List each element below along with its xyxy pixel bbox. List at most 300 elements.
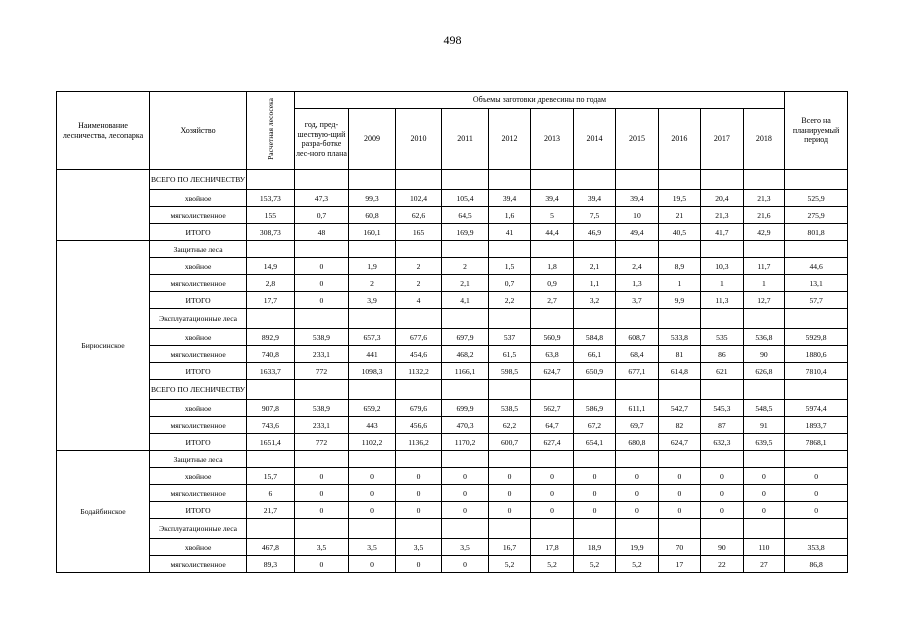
header-year: 2015 bbox=[616, 109, 658, 170]
value-cell: 9,9 bbox=[658, 292, 700, 309]
value-cell bbox=[573, 519, 615, 539]
value-cell: 697,9 bbox=[442, 329, 489, 346]
value-cell: 2 bbox=[349, 275, 396, 292]
farm-label-cell: Защитные леса bbox=[150, 451, 247, 468]
value-cell bbox=[294, 451, 349, 468]
value-cell: 679,6 bbox=[395, 400, 442, 417]
value-cell: 40,5 bbox=[658, 224, 700, 241]
value-cell: 2,7 bbox=[531, 292, 573, 309]
value-cell: 17 bbox=[658, 556, 700, 573]
value-cell: 657,3 bbox=[349, 329, 396, 346]
value-cell: 4 bbox=[395, 292, 442, 309]
value-cell: 1 bbox=[743, 275, 785, 292]
value-cell bbox=[442, 309, 489, 329]
value-cell: 63,8 bbox=[531, 346, 573, 363]
value-cell: 0 bbox=[658, 502, 700, 519]
table-row bbox=[57, 190, 848, 207]
value-cell: 89,3 bbox=[247, 556, 295, 573]
value-cell: 639,5 bbox=[743, 434, 785, 451]
value-cell: 0 bbox=[658, 485, 700, 502]
value-cell: 90 bbox=[743, 346, 785, 363]
value-cell: 1880,6 bbox=[785, 346, 848, 363]
header-total: Всего на планируемый период bbox=[785, 92, 848, 170]
farm-label-cell: хвойное bbox=[150, 539, 247, 556]
value-cell bbox=[531, 309, 573, 329]
value-cell: 0 bbox=[743, 468, 785, 485]
header-farm: Хозяйство bbox=[150, 92, 247, 170]
value-cell: 5 bbox=[531, 207, 573, 224]
value-cell: 1,5 bbox=[488, 258, 530, 275]
value-cell: 60,8 bbox=[349, 207, 396, 224]
header-year: 2010 bbox=[395, 109, 442, 170]
header-year: 2017 bbox=[701, 109, 743, 170]
value-cell: 110 bbox=[743, 539, 785, 556]
header-forestry: Наименование лесничества, лесопарка bbox=[57, 92, 150, 170]
value-cell bbox=[743, 451, 785, 468]
value-cell: 624,7 bbox=[531, 363, 573, 380]
farm-label-cell: хвойное bbox=[150, 190, 247, 207]
value-cell: 68,4 bbox=[616, 346, 658, 363]
value-cell bbox=[349, 241, 396, 258]
value-cell: 0 bbox=[294, 502, 349, 519]
value-cell: 0 bbox=[531, 502, 573, 519]
value-cell: 0 bbox=[395, 485, 442, 502]
value-cell: 1,8 bbox=[531, 258, 573, 275]
value-cell: 61,5 bbox=[488, 346, 530, 363]
value-cell: 39,4 bbox=[573, 190, 615, 207]
farm-label-cell: ВСЕГО ПО ЛЕСНИЧЕСТВУ bbox=[150, 170, 247, 190]
value-cell bbox=[701, 451, 743, 468]
value-cell: 11,7 bbox=[743, 258, 785, 275]
value-cell: 153,73 bbox=[247, 190, 295, 207]
value-cell: 22 bbox=[701, 556, 743, 573]
value-cell: 2,1 bbox=[573, 258, 615, 275]
header-prev-year: год, пред-шествую-щий разра-ботке лес-ного плана bbox=[294, 109, 349, 170]
value-cell: 4,1 bbox=[442, 292, 489, 309]
value-cell: 772 bbox=[294, 434, 349, 451]
table-row bbox=[57, 207, 848, 224]
farm-label-cell: Эксплуатационные леса bbox=[150, 519, 247, 539]
value-cell bbox=[573, 170, 615, 190]
value-cell: 18,9 bbox=[573, 539, 615, 556]
value-cell: 165 bbox=[395, 224, 442, 241]
value-cell: 536,8 bbox=[743, 329, 785, 346]
value-cell bbox=[743, 241, 785, 258]
value-cell: 81 bbox=[658, 346, 700, 363]
value-cell: 621 bbox=[701, 363, 743, 380]
farm-label-cell: ИТОГО bbox=[150, 292, 247, 309]
value-cell bbox=[616, 451, 658, 468]
value-cell bbox=[785, 309, 848, 329]
value-cell: 2,1 bbox=[442, 275, 489, 292]
value-cell: 525,9 bbox=[785, 190, 848, 207]
table-row bbox=[57, 241, 848, 258]
farm-label-cell: мягколиственное bbox=[150, 556, 247, 573]
table-row bbox=[57, 346, 848, 363]
table-row bbox=[57, 434, 848, 451]
value-cell: 42,9 bbox=[743, 224, 785, 241]
value-cell: 160,1 bbox=[349, 224, 396, 241]
farm-label-cell: ИТОГО bbox=[150, 363, 247, 380]
forestry-name-cell bbox=[57, 170, 150, 241]
value-cell: 533,8 bbox=[658, 329, 700, 346]
table-row bbox=[57, 502, 848, 519]
value-cell: 0 bbox=[488, 468, 530, 485]
farm-label-cell: хвойное bbox=[150, 400, 247, 417]
farm-label-cell: ВСЕГО ПО ЛЕСНИЧЕСТВУ bbox=[150, 380, 247, 400]
value-cell: 21 bbox=[658, 207, 700, 224]
value-cell: 0,7 bbox=[488, 275, 530, 292]
value-cell bbox=[349, 380, 396, 400]
value-cell: 20,4 bbox=[701, 190, 743, 207]
value-cell: 21,7 bbox=[247, 502, 295, 519]
value-cell: 1,1 bbox=[573, 275, 615, 292]
value-cell: 3,5 bbox=[395, 539, 442, 556]
value-cell bbox=[488, 241, 530, 258]
value-cell: 892,9 bbox=[247, 329, 295, 346]
value-cell: 5,2 bbox=[531, 556, 573, 573]
value-cell: 169,9 bbox=[442, 224, 489, 241]
value-cell: 0 bbox=[395, 468, 442, 485]
value-cell: 0 bbox=[488, 485, 530, 502]
value-cell: 57,7 bbox=[785, 292, 848, 309]
value-cell bbox=[701, 241, 743, 258]
value-cell: 353,8 bbox=[785, 539, 848, 556]
value-cell: 454,6 bbox=[395, 346, 442, 363]
value-cell bbox=[573, 380, 615, 400]
value-cell: 86 bbox=[701, 346, 743, 363]
value-cell: 5,2 bbox=[488, 556, 530, 573]
farm-label-cell: ИТОГО bbox=[150, 434, 247, 451]
value-cell: 0 bbox=[701, 502, 743, 519]
value-cell: 0,7 bbox=[294, 207, 349, 224]
value-cell: 537 bbox=[488, 329, 530, 346]
value-cell: 0 bbox=[573, 485, 615, 502]
value-cell bbox=[531, 241, 573, 258]
value-cell: 7810,4 bbox=[785, 363, 848, 380]
value-cell: 2,8 bbox=[247, 275, 295, 292]
value-cell: 538,9 bbox=[294, 400, 349, 417]
value-cell: 907,8 bbox=[247, 400, 295, 417]
value-cell: 0 bbox=[531, 485, 573, 502]
header-year: 2016 bbox=[658, 109, 700, 170]
value-cell: 17,7 bbox=[247, 292, 295, 309]
value-cell: 0 bbox=[573, 468, 615, 485]
value-cell: 1102,2 bbox=[349, 434, 396, 451]
value-cell: 21,3 bbox=[701, 207, 743, 224]
table-row bbox=[57, 485, 848, 502]
value-cell: 91 bbox=[743, 417, 785, 434]
value-cell bbox=[247, 380, 295, 400]
value-cell: 86,8 bbox=[785, 556, 848, 573]
value-cell: 5929,8 bbox=[785, 329, 848, 346]
value-cell bbox=[743, 309, 785, 329]
value-cell: 2,2 bbox=[488, 292, 530, 309]
value-cell: 0 bbox=[488, 502, 530, 519]
value-cell bbox=[247, 170, 295, 190]
value-cell bbox=[247, 451, 295, 468]
value-cell bbox=[573, 241, 615, 258]
value-cell: 598,5 bbox=[488, 363, 530, 380]
farm-label-cell: мягколиственное bbox=[150, 485, 247, 502]
value-cell: 627,4 bbox=[531, 434, 573, 451]
header-volumes: Объемы заготовки древесины по годам bbox=[294, 92, 785, 109]
header-cut-text: Расчетная лесосека bbox=[265, 98, 275, 161]
value-cell: 12,7 bbox=[743, 292, 785, 309]
value-cell bbox=[785, 451, 848, 468]
value-cell: 3,2 bbox=[573, 292, 615, 309]
table-row bbox=[57, 451, 848, 468]
value-cell: 64,5 bbox=[442, 207, 489, 224]
value-cell bbox=[442, 519, 489, 539]
value-cell bbox=[349, 451, 396, 468]
value-cell: 233,1 bbox=[294, 346, 349, 363]
value-cell bbox=[785, 380, 848, 400]
value-cell: 743,6 bbox=[247, 417, 295, 434]
value-cell: 0 bbox=[294, 258, 349, 275]
value-cell: 548,5 bbox=[743, 400, 785, 417]
value-cell bbox=[658, 309, 700, 329]
value-cell: 19,5 bbox=[658, 190, 700, 207]
value-cell: 584,8 bbox=[573, 329, 615, 346]
value-cell: 19,9 bbox=[616, 539, 658, 556]
value-cell: 82 bbox=[658, 417, 700, 434]
value-cell: 16,7 bbox=[488, 539, 530, 556]
value-cell: 21,6 bbox=[743, 207, 785, 224]
value-cell: 0 bbox=[743, 502, 785, 519]
value-cell bbox=[616, 380, 658, 400]
value-cell: 0 bbox=[785, 468, 848, 485]
value-cell bbox=[531, 519, 573, 539]
value-cell bbox=[488, 451, 530, 468]
table-row bbox=[57, 170, 848, 190]
value-cell: 0 bbox=[573, 502, 615, 519]
value-cell bbox=[743, 380, 785, 400]
value-cell bbox=[395, 380, 442, 400]
value-cell: 1098,3 bbox=[349, 363, 396, 380]
value-cell: 47,3 bbox=[294, 190, 349, 207]
value-cell bbox=[442, 170, 489, 190]
table-row bbox=[57, 400, 848, 417]
value-cell bbox=[395, 309, 442, 329]
value-cell: 90 bbox=[701, 539, 743, 556]
value-cell: 0 bbox=[616, 468, 658, 485]
value-cell: 600,7 bbox=[488, 434, 530, 451]
value-cell: 608,7 bbox=[616, 329, 658, 346]
value-cell bbox=[573, 309, 615, 329]
value-cell: 102,4 bbox=[395, 190, 442, 207]
table-row bbox=[57, 468, 848, 485]
value-cell bbox=[616, 309, 658, 329]
value-cell: 41,7 bbox=[701, 224, 743, 241]
value-cell: 801,8 bbox=[785, 224, 848, 241]
value-cell bbox=[785, 170, 848, 190]
farm-label-cell: хвойное bbox=[150, 468, 247, 485]
value-cell bbox=[349, 519, 396, 539]
value-cell: 468,2 bbox=[442, 346, 489, 363]
value-cell: 64,7 bbox=[531, 417, 573, 434]
value-cell: 538,9 bbox=[294, 329, 349, 346]
value-cell bbox=[531, 451, 573, 468]
value-cell: 48 bbox=[294, 224, 349, 241]
value-cell bbox=[573, 451, 615, 468]
table-row bbox=[57, 224, 848, 241]
value-cell: 39,4 bbox=[531, 190, 573, 207]
table-row bbox=[57, 292, 848, 309]
value-cell: 545,3 bbox=[701, 400, 743, 417]
value-cell bbox=[294, 309, 349, 329]
value-cell: 3,7 bbox=[616, 292, 658, 309]
farm-label-cell: мягколиственное bbox=[150, 275, 247, 292]
value-cell bbox=[395, 241, 442, 258]
value-cell: 1,6 bbox=[488, 207, 530, 224]
value-cell: 1633,7 bbox=[247, 363, 295, 380]
value-cell: 0 bbox=[442, 485, 489, 502]
value-cell: 0 bbox=[743, 485, 785, 502]
farm-label-cell: хвойное bbox=[150, 329, 247, 346]
value-cell bbox=[743, 170, 785, 190]
value-cell: 3,5 bbox=[349, 539, 396, 556]
header-year: 2009 bbox=[349, 109, 396, 170]
value-cell: 0 bbox=[294, 292, 349, 309]
table-row bbox=[57, 309, 848, 329]
value-cell: 470,3 bbox=[442, 417, 489, 434]
value-cell: 0 bbox=[785, 502, 848, 519]
value-cell: 8,9 bbox=[658, 258, 700, 275]
value-cell: 1,3 bbox=[616, 275, 658, 292]
value-cell: 0 bbox=[785, 485, 848, 502]
value-cell: 677,6 bbox=[395, 329, 442, 346]
value-cell: 441 bbox=[349, 346, 396, 363]
table-row bbox=[57, 519, 848, 539]
value-cell: 611,1 bbox=[616, 400, 658, 417]
value-cell: 11,3 bbox=[701, 292, 743, 309]
value-cell: 1893,7 bbox=[785, 417, 848, 434]
value-cell: 1170,2 bbox=[442, 434, 489, 451]
value-cell: 7868,1 bbox=[785, 434, 848, 451]
table-row bbox=[57, 329, 848, 346]
value-cell: 699,9 bbox=[442, 400, 489, 417]
value-cell: 308,73 bbox=[247, 224, 295, 241]
harvest-volume-table bbox=[56, 91, 848, 573]
value-cell: 677,1 bbox=[616, 363, 658, 380]
value-cell: 5,2 bbox=[616, 556, 658, 573]
value-cell: 1166,1 bbox=[442, 363, 489, 380]
value-cell bbox=[785, 241, 848, 258]
farm-label-cell: мягколиственное bbox=[150, 346, 247, 363]
farm-label-cell: мягколиственное bbox=[150, 417, 247, 434]
value-cell bbox=[294, 241, 349, 258]
value-cell: 632,3 bbox=[701, 434, 743, 451]
value-cell: 105,4 bbox=[442, 190, 489, 207]
value-cell: 0,9 bbox=[531, 275, 573, 292]
value-cell: 3,5 bbox=[442, 539, 489, 556]
value-cell bbox=[442, 451, 489, 468]
value-cell: 1136,2 bbox=[395, 434, 442, 451]
value-cell bbox=[247, 519, 295, 539]
value-cell bbox=[488, 309, 530, 329]
value-cell: 0 bbox=[442, 556, 489, 573]
value-cell: 650,9 bbox=[573, 363, 615, 380]
value-cell bbox=[395, 519, 442, 539]
value-cell: 443 bbox=[349, 417, 396, 434]
farm-label-cell: Защитные леса bbox=[150, 241, 247, 258]
value-cell: 87 bbox=[701, 417, 743, 434]
value-cell: 5974,4 bbox=[785, 400, 848, 417]
value-cell: 2 bbox=[395, 258, 442, 275]
value-cell: 2 bbox=[442, 258, 489, 275]
value-cell bbox=[616, 519, 658, 539]
value-cell: 10,3 bbox=[701, 258, 743, 275]
value-cell: 535 bbox=[701, 329, 743, 346]
value-cell bbox=[247, 309, 295, 329]
value-cell: 41 bbox=[488, 224, 530, 241]
value-cell: 5,2 bbox=[573, 556, 615, 573]
value-cell: 1651,4 bbox=[247, 434, 295, 451]
table-row bbox=[57, 380, 848, 400]
farm-label-cell: мягколиственное bbox=[150, 207, 247, 224]
value-cell: 542,7 bbox=[658, 400, 700, 417]
value-cell bbox=[785, 519, 848, 539]
table-body bbox=[57, 170, 848, 573]
value-cell bbox=[531, 380, 573, 400]
value-cell: 560,9 bbox=[531, 329, 573, 346]
value-cell: 467,8 bbox=[247, 539, 295, 556]
value-cell: 3,5 bbox=[294, 539, 349, 556]
value-cell: 44,6 bbox=[785, 258, 848, 275]
value-cell bbox=[658, 170, 700, 190]
value-cell: 562,7 bbox=[531, 400, 573, 417]
value-cell: 67,2 bbox=[573, 417, 615, 434]
value-cell bbox=[701, 380, 743, 400]
value-cell bbox=[442, 380, 489, 400]
table-row bbox=[57, 556, 848, 573]
value-cell: 14,9 bbox=[247, 258, 295, 275]
farm-label-cell: Эксплуатационные леса bbox=[150, 309, 247, 329]
value-cell bbox=[531, 170, 573, 190]
value-cell: 155 bbox=[247, 207, 295, 224]
value-cell: 13,1 bbox=[785, 275, 848, 292]
value-cell bbox=[395, 451, 442, 468]
value-cell bbox=[658, 241, 700, 258]
value-cell: 0 bbox=[701, 468, 743, 485]
value-cell: 0 bbox=[701, 485, 743, 502]
value-cell: 66,1 bbox=[573, 346, 615, 363]
table-row bbox=[57, 363, 848, 380]
value-cell: 0 bbox=[616, 485, 658, 502]
value-cell: 2,4 bbox=[616, 258, 658, 275]
value-cell bbox=[294, 380, 349, 400]
value-cell: 0 bbox=[294, 485, 349, 502]
value-cell: 46,9 bbox=[573, 224, 615, 241]
value-cell: 6 bbox=[247, 485, 295, 502]
value-cell: 0 bbox=[349, 485, 396, 502]
value-cell: 0 bbox=[531, 468, 573, 485]
value-cell: 1 bbox=[658, 275, 700, 292]
value-cell bbox=[488, 170, 530, 190]
value-cell: 1,9 bbox=[349, 258, 396, 275]
value-cell: 0 bbox=[294, 556, 349, 573]
page-number: 498 bbox=[443, 33, 462, 47]
farm-label-cell: хвойное bbox=[150, 258, 247, 275]
header-year: 2011 bbox=[442, 109, 489, 170]
value-cell: 39,4 bbox=[488, 190, 530, 207]
value-cell bbox=[294, 519, 349, 539]
header-year: 2014 bbox=[573, 109, 615, 170]
header-year: 2013 bbox=[531, 109, 573, 170]
value-cell: 49,4 bbox=[616, 224, 658, 241]
value-cell: 0 bbox=[294, 468, 349, 485]
